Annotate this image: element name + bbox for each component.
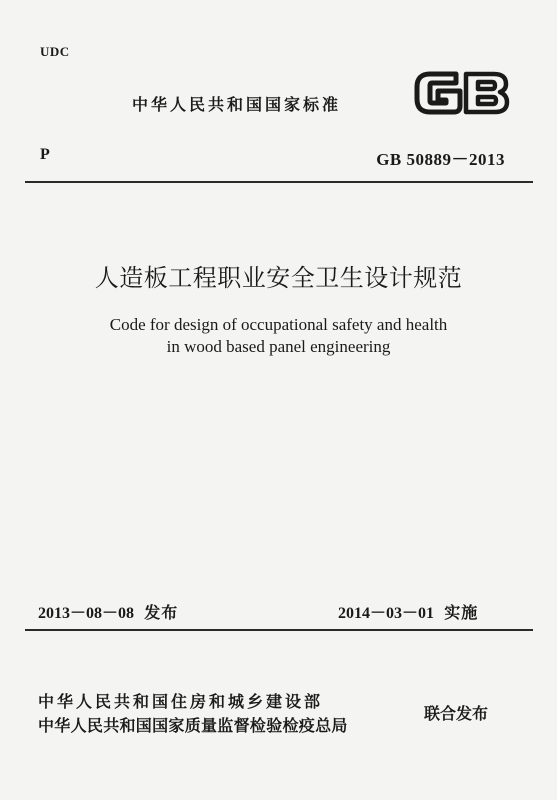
title-english (0, 314, 557, 358)
publish-date (38, 600, 178, 623)
title-english-line1: Code for design of occupational safety and health (109, 315, 448, 334)
bottom-divider (25, 629, 533, 631)
title-chinese: 人造板工程职业安全卫生设计规范 (94, 264, 463, 292)
standard-number: GB 50889－2013 (376, 150, 505, 169)
udc-label: UDC (40, 44, 70, 59)
top-divider (25, 181, 533, 183)
gb-logo (414, 70, 510, 116)
title-english-line2: in wood based panel engineering (166, 337, 391, 356)
category-label: P (40, 146, 50, 163)
implement-date (338, 600, 478, 623)
joint-publish-label: 联合发布 (424, 704, 489, 723)
publish-date-value: 2013－08－08 (38, 605, 135, 622)
standard-type: 中华人民共和国国家标准 (132, 95, 342, 114)
implement-date-value: 2014－03－01 (338, 605, 435, 622)
implement-label: 实施 (444, 603, 479, 622)
issuer-1: 中华人民共和国住房和城乡建设部 (38, 692, 324, 711)
gb-logo-icon (414, 70, 510, 116)
issuer-2: 中华人民共和国国家质量监督检验检疫总局 (38, 716, 348, 735)
publish-label: 发布 (144, 603, 179, 622)
